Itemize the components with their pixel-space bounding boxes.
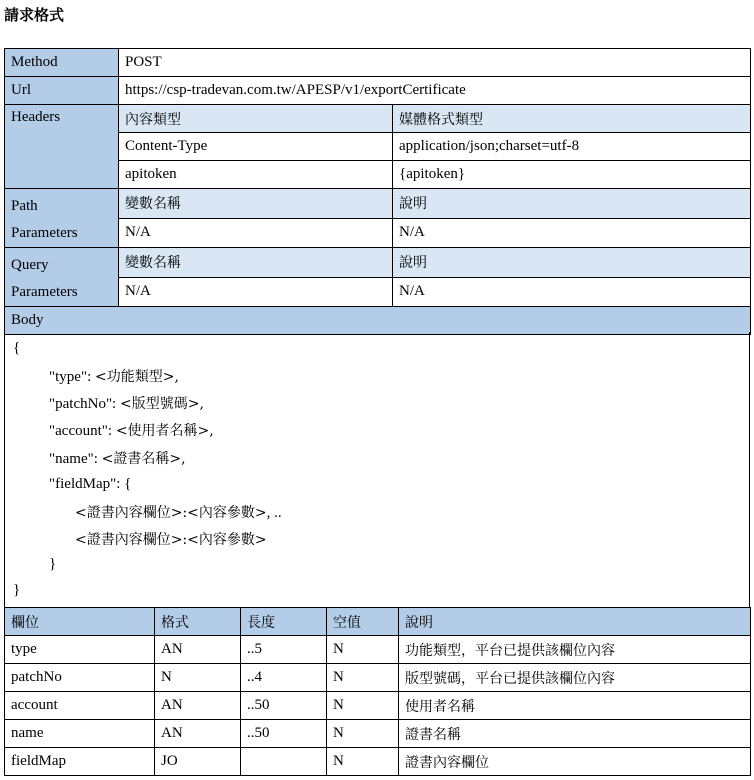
path-params-label bbox=[5, 189, 119, 248]
field-length: ..50 bbox=[241, 692, 327, 720]
field-name: name bbox=[5, 720, 155, 748]
field-description: 版型號碼，平台已提供該欄位內容 bbox=[399, 664, 751, 692]
json-account-line bbox=[49, 420, 214, 440]
field-description: 證書名稱 bbox=[399, 720, 751, 748]
query-params-label bbox=[5, 248, 119, 307]
json-key: "type": bbox=[49, 369, 95, 385]
field-nullable: N bbox=[327, 748, 399, 776]
json-patchno-line bbox=[49, 393, 204, 413]
json-value: <證書名稱>, bbox=[101, 451, 186, 467]
body-header-row bbox=[5, 307, 751, 335]
json-name-line bbox=[49, 448, 186, 468]
path-col-desc: 說明 bbox=[393, 189, 751, 219]
field-format: N bbox=[155, 664, 241, 692]
method-row bbox=[5, 49, 751, 77]
field-name: fieldMap bbox=[5, 748, 155, 776]
json-value: <證書內容欄位>:<內容參數> bbox=[75, 505, 267, 521]
field-format: AN bbox=[155, 720, 241, 748]
field-nullable: N bbox=[327, 720, 399, 748]
body-label: Body bbox=[5, 307, 751, 335]
col-header-description: 說明 bbox=[399, 608, 751, 636]
col-header-field: 欄位 bbox=[5, 608, 155, 636]
body-json-example bbox=[4, 332, 750, 608]
field-format: AN bbox=[155, 692, 241, 720]
json-fieldmap-entry-1 bbox=[75, 502, 282, 522]
path-col-name: 變數名稱 bbox=[119, 189, 393, 219]
field-name: account bbox=[5, 692, 155, 720]
field-length bbox=[241, 748, 327, 776]
field-length: ..50 bbox=[241, 720, 327, 748]
url-label: Url bbox=[5, 77, 119, 105]
url-row bbox=[5, 77, 751, 105]
json-inner-close-brace: } bbox=[49, 556, 57, 572]
field-spec-table bbox=[4, 607, 751, 776]
path-params-row bbox=[5, 189, 751, 219]
field-length: ..5 bbox=[241, 636, 327, 664]
header-name: apitoken bbox=[119, 161, 393, 189]
field-length: ..4 bbox=[241, 664, 327, 692]
table-row bbox=[5, 692, 751, 720]
header-value: {apitoken} bbox=[393, 161, 751, 189]
json-fieldmap-entry-2 bbox=[75, 529, 267, 549]
json-value: <版型號碼>, bbox=[119, 396, 204, 412]
headers-col-type: 內容類型 bbox=[119, 105, 393, 133]
table-row bbox=[5, 664, 751, 692]
table-row bbox=[5, 748, 751, 776]
json-key: "patchNo": bbox=[49, 396, 120, 412]
header-value: application/json;charset=utf-8 bbox=[393, 133, 751, 161]
method-label: Method bbox=[5, 49, 119, 77]
json-type-line bbox=[49, 366, 179, 386]
field-format: AN bbox=[155, 636, 241, 664]
json-value: <使用者名稱>, bbox=[115, 423, 214, 439]
query-params-row bbox=[5, 248, 751, 278]
header-name: Content-Type bbox=[119, 133, 393, 161]
field-nullable: N bbox=[327, 692, 399, 720]
query-col-desc: 說明 bbox=[393, 248, 751, 278]
section-title: 請求格式 bbox=[4, 6, 65, 24]
field-description: 證書內容欄位 bbox=[399, 748, 751, 776]
path-param-name: N/A bbox=[119, 218, 393, 248]
col-header-length: 長度 bbox=[241, 608, 327, 636]
table-row bbox=[5, 636, 751, 664]
url-value: https://csp-tradevan.com.tw/APESP/v1/exportCertificate bbox=[119, 77, 751, 105]
field-description: 使用者名稱 bbox=[399, 692, 751, 720]
json-fieldmap-line: "fieldMap": { bbox=[49, 476, 132, 492]
query-col-name: 變數名稱 bbox=[119, 248, 393, 278]
path-param-desc: N/A bbox=[393, 218, 751, 248]
json-key: "account": bbox=[49, 423, 116, 439]
path-label-line2: Parameters bbox=[11, 225, 78, 241]
headers-row bbox=[5, 105, 751, 133]
method-value: POST bbox=[119, 49, 751, 77]
json-open-brace: { bbox=[13, 340, 21, 356]
json-outer-close-brace: } bbox=[13, 582, 21, 598]
json-value: <證書內容欄位>:<內容參數> bbox=[75, 532, 267, 548]
query-label-line1: Query bbox=[11, 257, 49, 273]
col-header-format: 格式 bbox=[155, 608, 241, 636]
json-continuation: , .. bbox=[266, 505, 282, 521]
query-param-name: N/A bbox=[119, 277, 393, 307]
field-nullable: N bbox=[327, 664, 399, 692]
field-name: patchNo bbox=[5, 664, 155, 692]
path-label-line1: Path bbox=[11, 198, 38, 214]
query-label-line2: Parameters bbox=[11, 284, 78, 300]
field-format: JO bbox=[155, 748, 241, 776]
col-header-nullable: 空值 bbox=[327, 608, 399, 636]
json-value: <功能類型>, bbox=[95, 369, 179, 385]
query-param-desc: N/A bbox=[393, 277, 751, 307]
headers-col-media: 媒體格式類型 bbox=[393, 105, 751, 133]
field-spec-header-row bbox=[5, 608, 751, 636]
field-description: 功能類型，平台已提供該欄位內容 bbox=[399, 636, 751, 664]
request-format-table bbox=[4, 48, 751, 335]
json-key: "name": bbox=[49, 451, 102, 467]
field-name: type bbox=[5, 636, 155, 664]
field-nullable: N bbox=[327, 636, 399, 664]
headers-label: Headers bbox=[5, 105, 119, 189]
table-row bbox=[5, 720, 751, 748]
